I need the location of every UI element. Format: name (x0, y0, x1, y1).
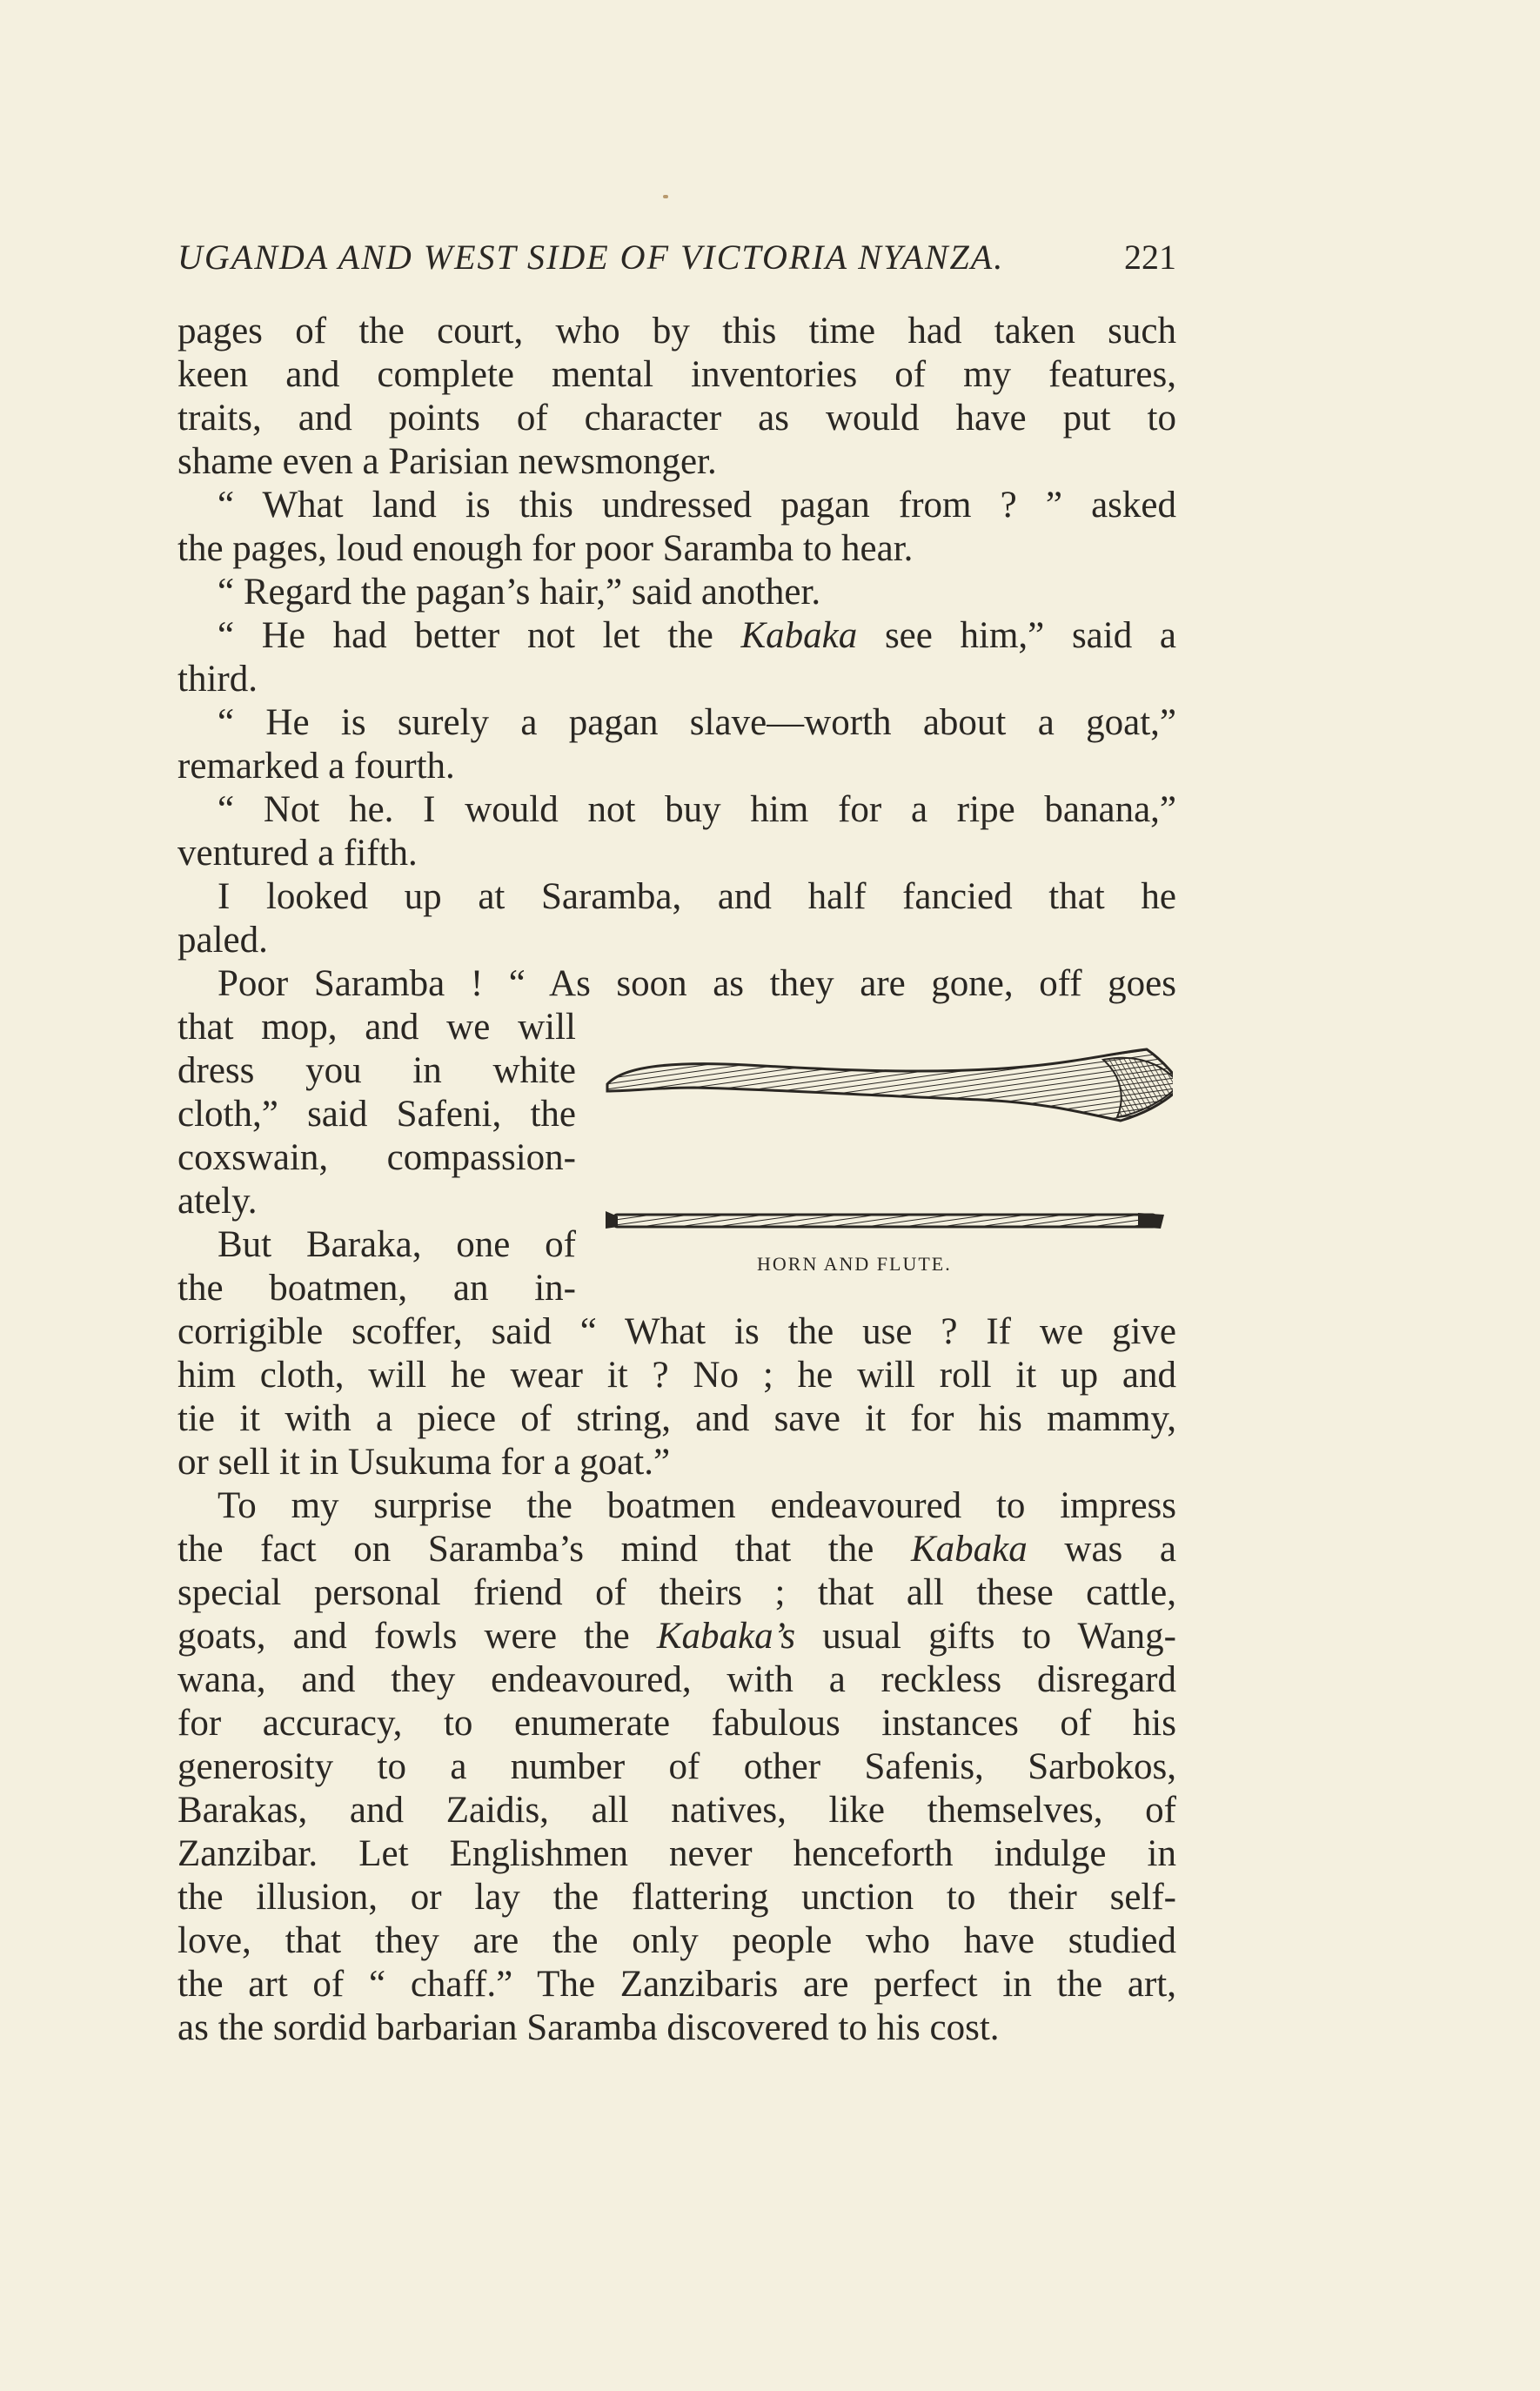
text-line: Poor Saramba ! “ As soon as they are gone, off goes (218, 963, 1176, 1004)
text-line: dress you in white (177, 1050, 576, 1091)
flute-shape (614, 1215, 1155, 1227)
text-line: ventured a fifth. (177, 833, 418, 874)
ink-speck (663, 195, 668, 198)
text-line: special personal friend of theirs ; that all these cattle, (177, 1572, 1176, 1613)
page-number: 221 (1124, 238, 1176, 277)
horn-and-flute-icon (599, 1027, 1173, 1262)
text-line: or sell it in Usukuma for a goat.” (177, 1442, 671, 1483)
text-line: keen and complete mental inventories of my features, (177, 354, 1176, 395)
text-line: To my surprise the boatmen endeavoured to impress (218, 1485, 1176, 1526)
running-header (177, 233, 1176, 282)
text-line: Zanzibar. Let Englishmen never henceforth indulge in (177, 1833, 1176, 1874)
text-line: ately. (177, 1181, 258, 1222)
text-line: that mop, and we will (177, 1007, 576, 1048)
text-line: the illusion, or lay the flattering unction to their self- (177, 1877, 1176, 1918)
italic-term: Kabaka (910, 1529, 1028, 1570)
text-line: remarked a fourth. (177, 746, 455, 787)
text-line: “ He is surely a pagan slave—worth about a goat,” (218, 702, 1176, 743)
text-line: as the sordid barbarian Saramba discovered to his cost. (177, 2007, 1000, 2048)
text-line: for accuracy, to enumerate fabulous instances of his (177, 1703, 1176, 1744)
text-line: the boatmen, an in- (177, 1268, 576, 1309)
text-line: the pages, loud enough for poor Saramba to hear. (177, 528, 914, 569)
figure-caption: HORN AND FLUTE. (757, 1253, 952, 1275)
text-segment: “ He had better not let the (218, 615, 741, 656)
text-line: the art of “ chaff.” The Zanzibaris are perfect in the art, (177, 1964, 1176, 2005)
body-text-wrapped (177, 1006, 576, 1310)
text-line: coxswain, compassion- (177, 1137, 576, 1178)
text-segment: the fact on Saramba’s mind that the (177, 1529, 911, 1570)
text-line: corrigible scoffer, said “ What is the use ? If we give (177, 1311, 1176, 1352)
horn-and-flute-illustration (599, 1027, 1173, 1262)
text-line: paled. (177, 920, 268, 961)
text-segment: was a (1027, 1529, 1176, 1570)
italic-term: Kabaka (740, 615, 858, 656)
text-line: tie it with a piece of string, and save it for his mammy, (177, 1398, 1176, 1439)
body-text-bottom (177, 1310, 1176, 2050)
text-line: I looked up at Saramba, and half fancied that he (218, 876, 1176, 917)
text-line: him cloth, will he wear it ? No ; he will roll it up and (177, 1355, 1176, 1396)
text-line (177, 1528, 1176, 1571)
text-line: pages of the court, who by this time had taken such (177, 311, 1176, 352)
text-line: love, that they are the only people who have studied (177, 1920, 1176, 1961)
running-title: UGANDA AND WEST SIDE OF VICTORIA NYANZA. (177, 238, 1005, 277)
italic-term: Kabaka’s (656, 1616, 796, 1657)
text-line: third. (177, 659, 258, 700)
text-segment: usual gifts to Wang- (795, 1616, 1176, 1657)
text-line (177, 1615, 1176, 1658)
text-line: traits, and points of character as would have put to (177, 398, 1176, 439)
text-line: shame even a Parisian newsmonger. (177, 441, 717, 482)
text-line: “ Not he. I would not buy him for a ripe banana,” (218, 789, 1176, 830)
text-segment: see him,” said a (857, 615, 1176, 656)
text-line: But Baraka, one of (218, 1224, 576, 1265)
text-line: cloth,” said Safeni, the (177, 1094, 576, 1135)
text-line: “ What land is this undressed pagan from ? ” asked (218, 485, 1176, 526)
text-line: “ Regard the pagan’s hair,” said another. (218, 572, 821, 613)
body-text-top (177, 310, 1176, 1006)
text-line: wana, and they endeavoured, with a reckless disregard (177, 1659, 1176, 1700)
text-line: Barakas, and Zaidis, all natives, like themselves, of (177, 1790, 1176, 1831)
horn-shape (607, 1049, 1173, 1121)
text-segment: goats, and fowls were the (177, 1616, 657, 1657)
text-line (177, 614, 1176, 658)
text-line: generosity to a number of other Safenis, Sarbokos, (177, 1746, 1176, 1787)
